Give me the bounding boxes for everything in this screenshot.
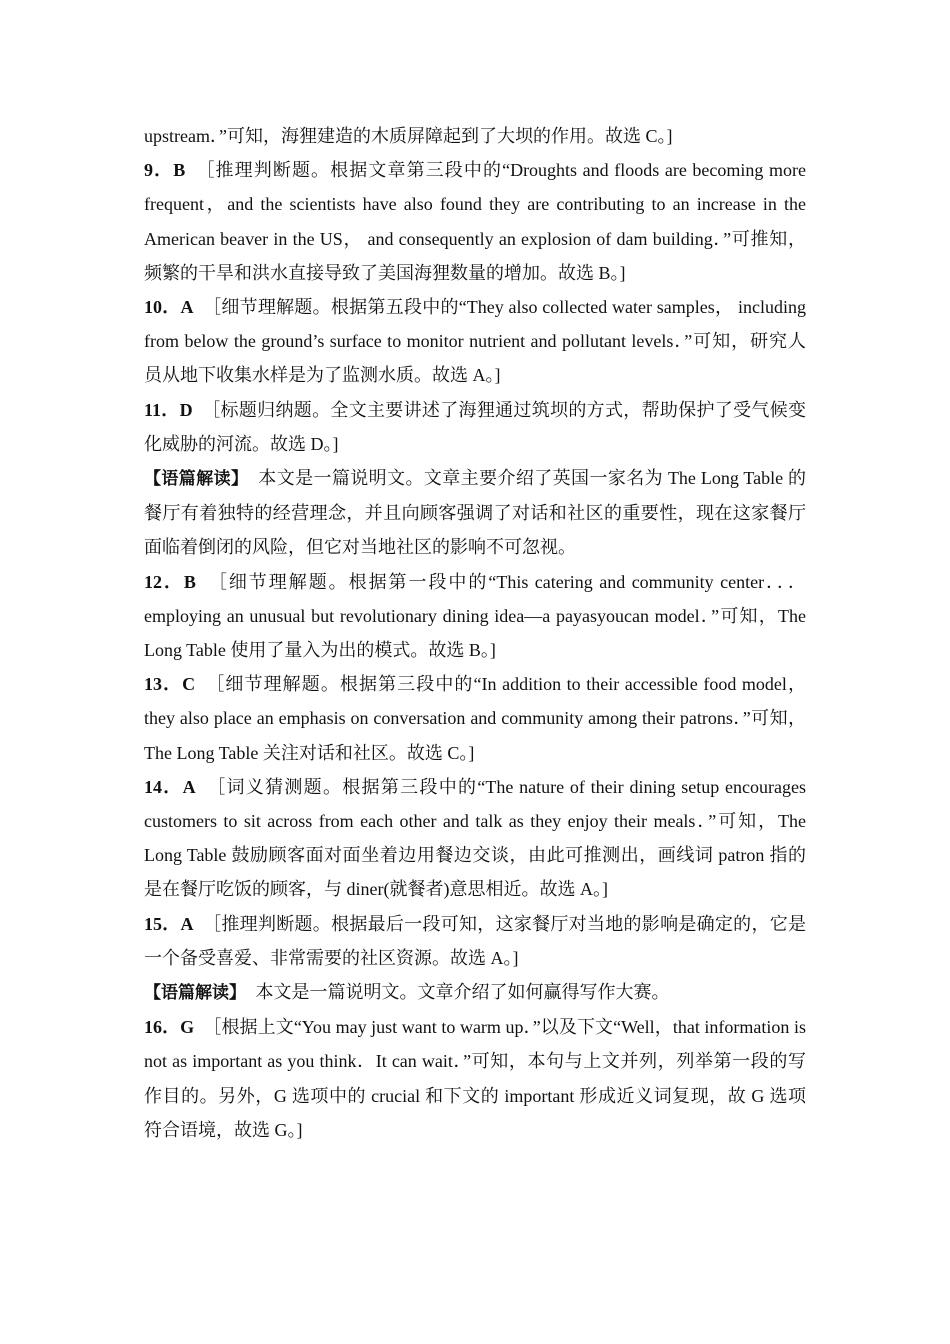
answer-11 — [144, 393, 806, 461]
answer-explanation: ［标题归纳题。全文主要讲述了海狸通过筑坝的方式，帮助保护了受气候变化威胁的河流。故选 D。] — [144, 399, 807, 454]
answer-16 — [144, 1010, 806, 1147]
answer-key: 12．B — [144, 571, 196, 592]
answer-explanation-text — [144, 119, 806, 1147]
answer-explanation: ［推理判断题。根据文章第三段中的“Droughts and floods are becoming more frequent，and the scientists have also found they are contributing to an increase in the American beaver in the US， and consequently an explosion of dam building．”可推知，频繁的干旱和洪水直接导致了美国海狸数量的增加。故选 B。] — [144, 160, 807, 283]
section-heading: 【语篇解读】 — [144, 983, 238, 1004]
answer-10 — [144, 290, 806, 393]
answer-15 — [144, 907, 806, 975]
answer-explanation: ［根据上文“You may just want to warm up．”以及下文“Well，that information is not as important as you think．It can wait．”可知，本句与上文并列，列举第一段的写作目的。另外，G 选项中的 crucial 和下文的 important 形成近义词复现，故 G 选项符合语境，故选 G。] — [144, 1017, 806, 1140]
answer-key: 15．A — [144, 913, 194, 934]
answer-explanation: ［细节理解题。根据第三段中的“In addition to their accessible food model， they also place an emphasis on conversation and community among their patrons．”可知，The Long Table 关注对话和社区。故选 C。] — [144, 674, 807, 763]
answer-key: 14．A — [144, 776, 196, 797]
answer-key: 11．D — [144, 399, 193, 420]
answer-explanation: ［词义猜测题。根据第三段中的“The nature of their dining setup encourages customers to sit across from each other and talk as they enjoy their meals．”可知，The Long Table 鼓励顾客面对面坐着边用餐边交谈，由此可推测出，画线词 patron 指的是在餐厅吃饭的顾客，与 diner(就餐者)意思相近。故选 A。] — [144, 776, 806, 900]
passage-summary-1 — [144, 461, 806, 565]
paragraph-text: upstream．”可知，海狸建造的木质屏障起到了大坝的作用。故选 C。] — [144, 126, 673, 146]
answer-key: 13．C — [144, 674, 196, 695]
section-heading: 【语篇解读】 — [144, 469, 240, 490]
answer-9 — [144, 153, 806, 290]
answer-13 — [144, 667, 806, 770]
paragraph-continuation — [144, 119, 806, 153]
answer-key: 9．B — [144, 160, 186, 181]
passage-summary-2 — [144, 975, 806, 1010]
answer-12 — [144, 565, 806, 668]
summary-text: 本文是一篇说明文。文章介绍了如何赢得写作大赛。 — [255, 982, 670, 1003]
answer-explanation: ［细节理解题。根据第一段中的“This catering and community center．．．employing an unusual but revolutionary dining idea—a payasyoucan model．”可知，The Long Table 使用了量入为出的模式。故选 B。] — [144, 571, 806, 661]
answer-14 — [144, 770, 806, 907]
summary-text: 本文是一篇说明文。文章主要介绍了英国一家名为 The Long Table 的餐厅有着独特的经营理念，并且向顾客强调了对话和社区的重要性，现在这家餐厅面临着倒闭的风险，但它对当地社区的影响不可忽视。 — [144, 468, 807, 558]
answer-explanation: ［推理判断题。根据最后一段可知，这家餐厅对当地的影响是确定的，它是一个备受喜爱、非常需要的社区资源。故选 A。] — [144, 913, 807, 968]
answer-key: 16．G — [144, 1017, 195, 1038]
answer-key: 10．A — [144, 297, 194, 318]
answer-explanation: ［细节理解题。根据第五段中的“They also collected water samples， including from below the ground’s surface to monitor nutrient and pollutant levels．”可知，研究人员从地下收集水样是为了监测水质。故选 A。] — [144, 297, 806, 386]
